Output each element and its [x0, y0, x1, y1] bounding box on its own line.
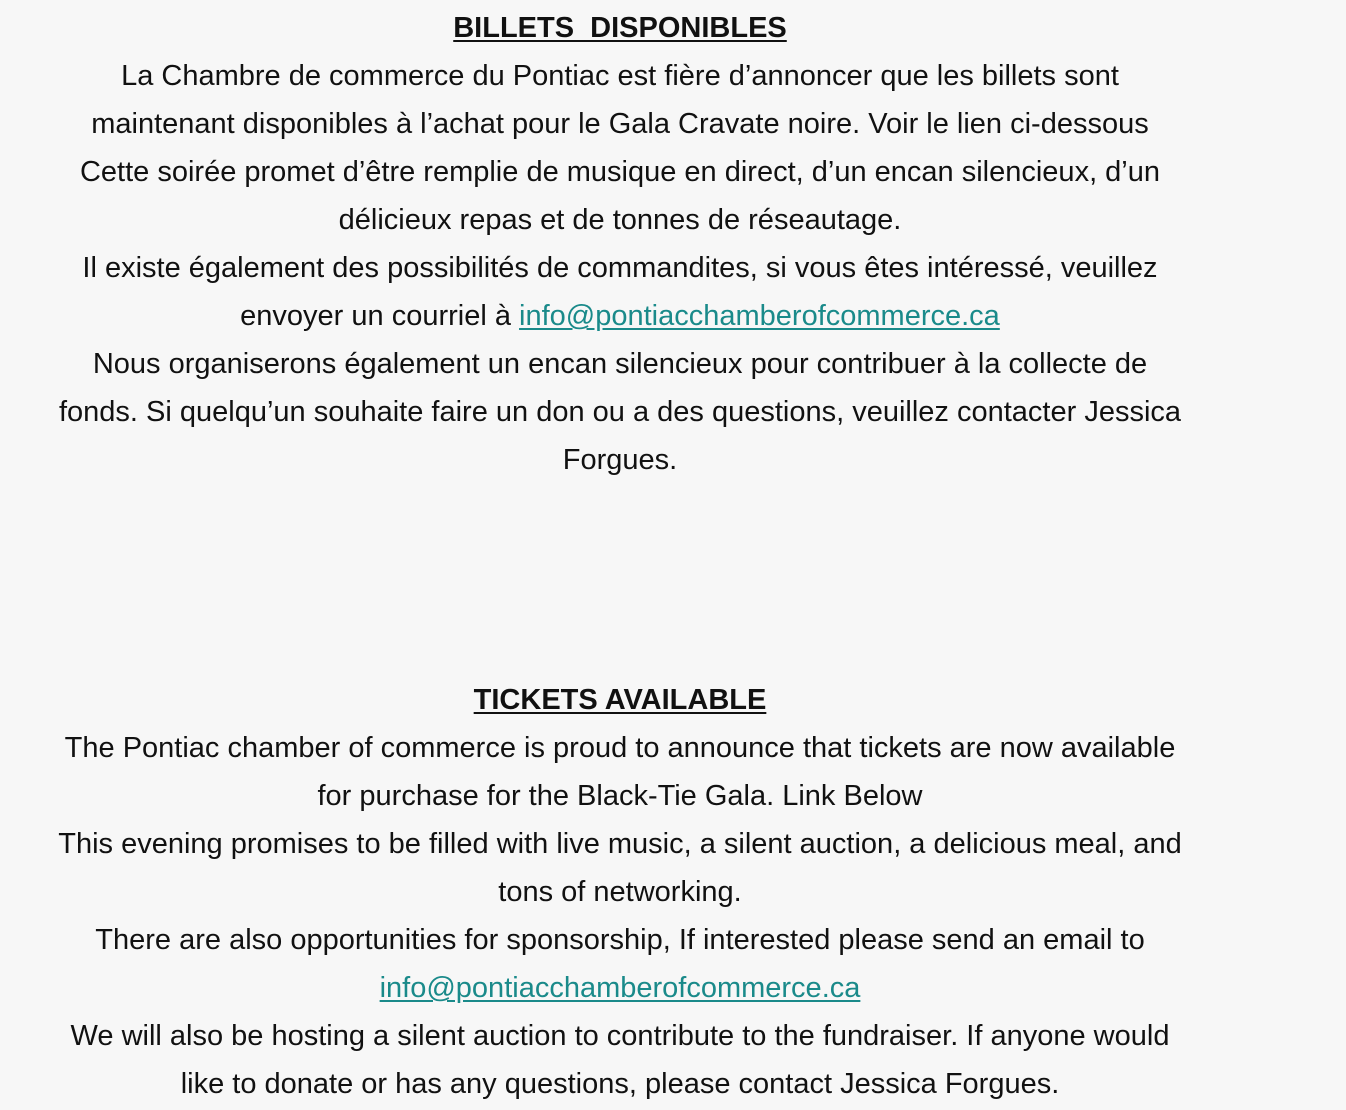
english-email-link[interactable]: info@pontiacchamberofcommerce.ca	[379, 972, 861, 1004]
english-sponsorship-text: There are also opportunities for sponsorship, If interested please send an email to	[95, 924, 1145, 956]
french-sponsorship-text: Il existe également des possibilités de commandites, si vous êtes intéressé, veuillez envoyer un courriel à	[82, 252, 1158, 332]
english-heading: TICKETS AVAILABLE	[473, 684, 767, 716]
french-paragraph-tickets: La Chambre de commerce du Pontiac est fière d’annoncer que les billets sont maintenant disponibles à l’achat pour le Gala Cravate noire. Voir le lien ci-dessous	[91, 60, 1149, 140]
english-paragraph-sponsorship	[56, 916, 1184, 1012]
french-paragraph-evening: Cette soirée promet d’être remplie de musique en direct, d’un encan silencieux, d’un délicieux repas et de tonnes de réseautage.	[79, 156, 1161, 236]
french-paragraph-sponsorship	[56, 244, 1184, 340]
english-paragraph-auction: We will also be hosting a silent auction to contribute to the fundraiser. If anyone would like to donate or has any questions, please contact Jessica Forgues.	[70, 1020, 1170, 1100]
french-heading: BILLETS DISPONIBLES	[453, 12, 787, 44]
french-email-link[interactable]: info@pontiacchamberofcommerce.ca	[519, 300, 1000, 332]
french-section	[56, 4, 1184, 484]
english-section	[56, 676, 1184, 1108]
english-paragraph-evening: This evening promises to be filled with live music, a silent auction, a delicious meal, and tons of networking.	[58, 828, 1182, 908]
english-paragraph-tickets: The Pontiac chamber of commerce is proud to announce that tickets are now available for purchase for the Black-Tie Gala. Link Below	[64, 732, 1176, 812]
french-paragraph-auction: Nous organiserons également un encan silencieux pour contribuer à la collecte de fonds. Si quelqu’un souhaite faire un don ou a des questions, veuillez contacter Jessica Forgues.	[58, 348, 1182, 476]
